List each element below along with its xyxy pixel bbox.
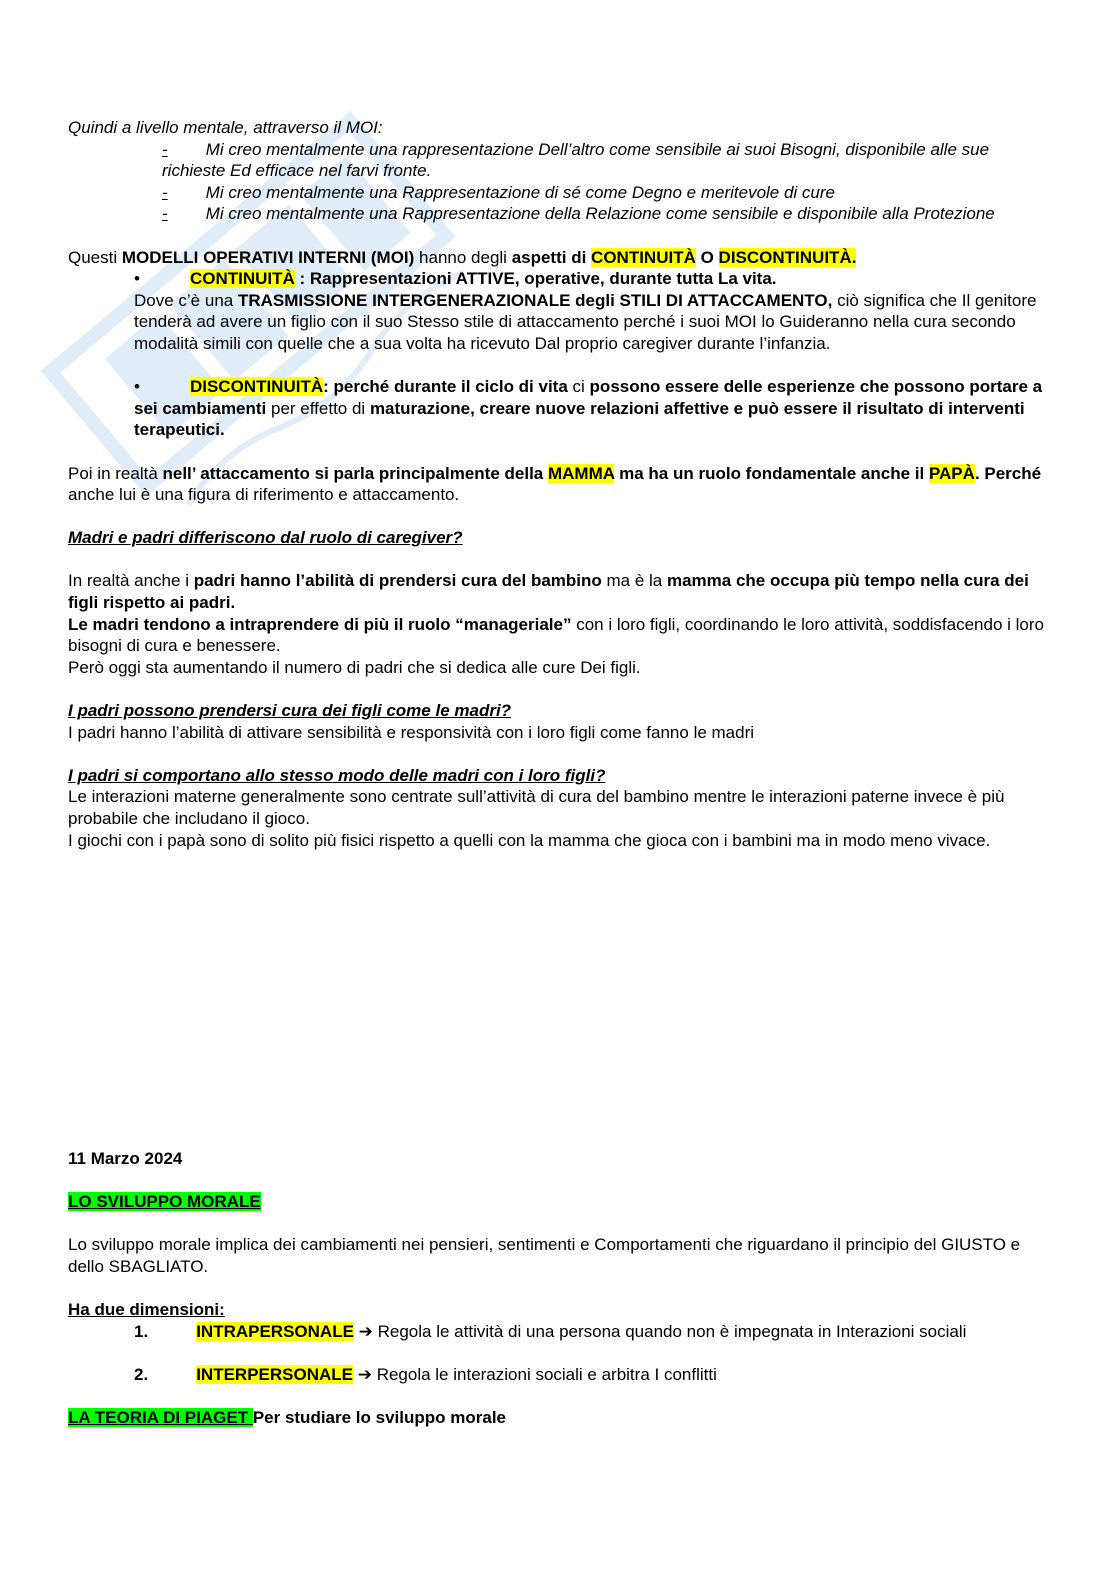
answer-paragraph: I giochi con i papà sono di solito più fisici rispetto a quelli con la mamma che gioca con i bambini ma in modo meno vivace. (68, 830, 991, 850)
list-item: 2. INTERPERSONALE ➔ Regola le interazioni sociali e arbitra I conflitti (134, 1364, 717, 1384)
list-item: - Mi creo mentalmente una Rappresentazione della Relazione come sensibile e disponibile alla Protezione (162, 204, 995, 224)
section-sviluppo-morale (68, 1148, 1048, 1429)
moi-paragraph: Questi MODELLI OPERATIVI INTERNI (MOI) hanno degli aspetti di CONTINUITÀ O DISCONTINUITÀ. (68, 247, 857, 267)
answer-paragraph: I padri hanno l’abilità di attivare sensibilità e responsività con i loro figli come fanno le madri (68, 722, 755, 742)
intro-list (68, 139, 1048, 225)
document-body (68, 117, 1048, 851)
intro-lead: Quindi a livello mentale, attraverso il MOI: (68, 118, 383, 137)
answer-paragraph: Le interazioni materne generalmente sono centrate sull’attività di cura del bambino mentre le interazioni paterne invece è più probabile che includano il gioco. (68, 787, 1005, 828)
madri-paragraph-3: Però oggi sta aumentando il numero di padri che si dedica alle cure Dei figli. (68, 657, 641, 677)
papa-paragraph: Poi in realtà nell’ attaccamento si parla principalmente della MAMMA ma ha un ruolo fondamentale anche il PAPÀ. Perché anche lui è una figura di riferimento e attaccamento. (68, 463, 1042, 505)
section-intro: Lo sviluppo morale implica dei cambiamenti nei pensieri, sentimenti e Comportamenti che riguardano il principio del GIUSTO e dello SBAGLIATO. (68, 1235, 1021, 1276)
madri-paragraph-2: Le madri tendono a intraprendere di più il ruolo “manageriale” con i loro figli, coordinando le loro attività, soddisfacendo i loro bisogni di cura e benessere. (68, 614, 1044, 656)
bullet: • (134, 269, 140, 289)
list-item: - Mi creo mentalmente una rappresentazione Dell’altro come sensibile ai suoi Bisogni, disponibile alle sue richieste Ed efficace nel farvi fronte. (162, 139, 990, 181)
list-item: 1. INTRAPERSONALE ➔ Regola le attività di una persona quando non è impegnata in Interazioni sociali (134, 1321, 967, 1341)
section-title: LO SVILUPPO MORALE (68, 1192, 261, 1212)
continuity-block: • CONTINUITÀ : Rappresentazioni ATTIVE, operative, durante tutta La vita. Dove c’è una TRASMISSIONE INTERGENERAZIONALE degli STILI DI ATTACCAMENTO, ciò significa che Il genitore tenderà ad avere un figlio con il suo Stesso stile di attaccamento perché i suoi MOI lo Guideranno nella cura secondo modalità simili con quelle che a sua volta ha ricevuto Dal proprio caregiver durante l’infanzia. (134, 269, 1037, 353)
discontinuity-block: • DISCONTINUITÀ: perché durante il ciclo di vita ci possono essere delle esperienze che possono portare a sei cambiamenti per effetto di maturazione, creare nuove relazioni affettive e può essere il risultato di interventi terapeutici. (134, 377, 1043, 440)
question-heading: I padri si comportano allo stesso modo delle madri con i loro figli? (68, 765, 606, 785)
dimensions-list (68, 1321, 1048, 1386)
madri-paragraph: In realtà anche i padri hanno l’abilità di prendersi cura del bambino ma è la mamma che occupa più tempo nella cura dei figli rispetto ai padri. (68, 571, 1029, 613)
bullet: • (134, 377, 140, 397)
date-heading: 11 Marzo 2024 (68, 1149, 183, 1168)
piaget-heading: LA TEORIA DI PIAGET Per studiare lo sviluppo morale (68, 1408, 506, 1428)
question-heading: I padri possono prendersi cura dei figli come le madri? (68, 701, 512, 721)
question-heading: Madri e padri differiscono dal ruolo di caregiver? (68, 528, 463, 548)
dimensions-title: Ha due dimensioni: (68, 1300, 225, 1320)
list-item: - Mi creo mentalmente una Rappresentazione di sé come Degno e meritevole di cure (162, 182, 836, 202)
